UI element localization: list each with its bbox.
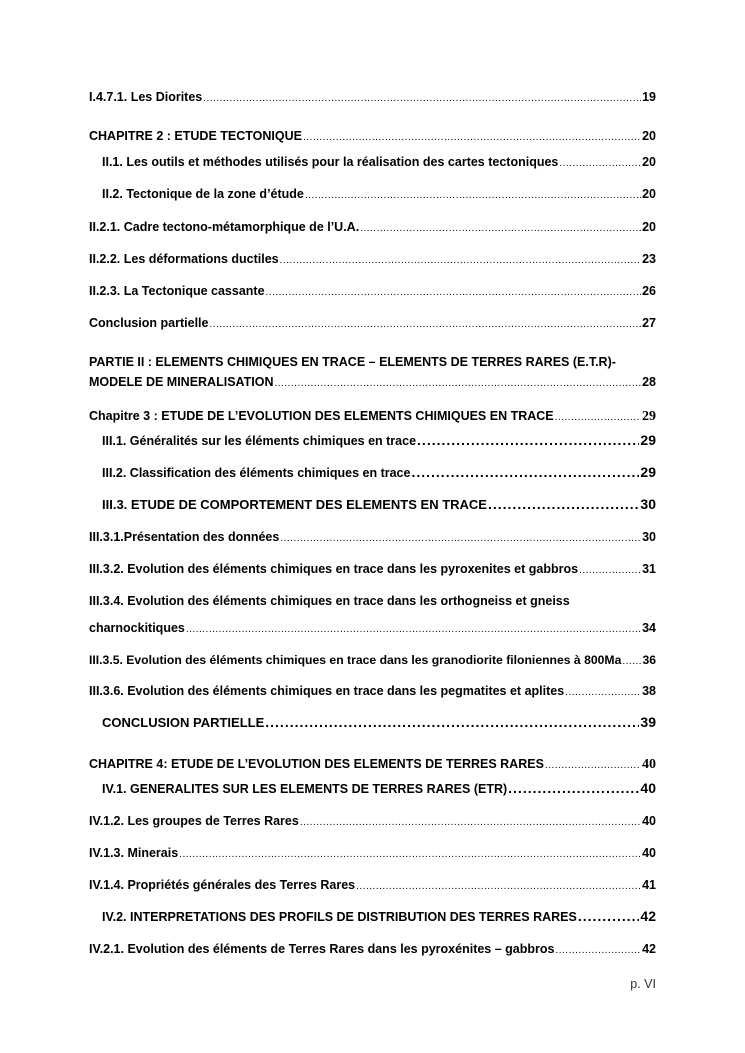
toc-entry-iii-3-4[interactable]: III.3.4. Evolution des éléments chimiques en trace dans les orthogneiss et gneiss charnockitiques ..... 34 — [89, 594, 656, 637]
toc-entry[interactable]: CHAPITRE 2 : ETUDE TECTONIQUE ..... 20 — [89, 129, 656, 145]
toc-entry[interactable]: I.4.7.1. Les Diorites ..... 19 — [89, 90, 656, 106]
toc-entry[interactable]: IV.1.4. Propriétés générales des Terres Rares ..... 41 — [89, 878, 656, 894]
toc-entry[interactable]: III.3. ETUDE DE COMPORTEMENT DES ELEMENTS EN TRACE ..... 30 — [102, 497, 656, 512]
toc-entry[interactable]: IV.1.2. Les groupes de Terres Rares ..... 40 — [89, 814, 656, 830]
toc-entry[interactable]: III.1. Généralités sur les éléments chimiques en trace ..... 29 — [102, 433, 656, 449]
toc-entry[interactable]: IV.1. GENERALITES SUR LES ELEMENTS DE TERRES RARES (ETR) ..... 40 — [102, 781, 656, 797]
toc-entry[interactable]: II.2.1. Cadre tectono-métamorphique de l’U.A. ..... 20 — [89, 220, 656, 236]
toc-entry[interactable]: II.1. Les outils et méthodes utilisés pour la réalisation des cartes tectoniques ..... 20 — [102, 155, 656, 171]
page-number: p. VI — [630, 977, 656, 991]
toc-entry[interactable]: IV.2. INTERPRETATIONS DES PROFILS DE DISTRIBUTION DES TERRES RARES ..... 42 — [102, 909, 656, 925]
toc-entry-part-ii[interactable]: PARTIE II : ELEMENTS CHIMIQUES EN TRACE – ELEMENTS DE TERRES RARES (E.T.R)- MODELE DE MINERALISATION ..... 28 — [89, 355, 656, 391]
toc-entry[interactable]: III.3.6. Evolution des éléments chimiques en trace dans les pegmatites et aplites ..... 38 — [89, 684, 656, 700]
toc-entry[interactable]: Conclusion partielle ..... 27 — [89, 316, 656, 332]
toc-entry[interactable]: II.2. Tectonique de la zone d’étude ..... 20 — [102, 187, 656, 203]
toc-entry[interactable]: IV.2.1. Evolution des éléments de Terres Rares dans les pyroxénites – gabbros ..... 42 — [89, 942, 656, 958]
toc-entry[interactable]: Chapitre 3 : ETUDE DE L’EVOLUTION DES ELEMENTS CHIMIQUES EN TRACE ..... 29 — [89, 409, 656, 425]
toc-entry[interactable]: II.2.2. Les déformations ductiles ..... 23 — [89, 252, 656, 268]
toc-entry[interactable]: III.3.2. Evolution des éléments chimiques en trace dans les pyroxenites et gabbros ..... 31 — [89, 562, 656, 578]
toc-entry[interactable]: IV.1.3. Minerais ..... 40 — [89, 846, 656, 862]
toc-entry[interactable]: III.2. Classification des éléments chimiques en trace ..... 29 — [102, 465, 656, 481]
toc-entry[interactable]: CHAPITRE 4: ETUDE DE L’EVOLUTION DES ELEMENTS DE TERRES RARES ..... 40 — [89, 757, 656, 773]
toc-entry[interactable]: III.3.5. Evolution des éléments chimiques en trace dans les granodiorite filoniennes à 800Ma ..... 36 — [89, 653, 656, 669]
toc-entry[interactable]: CONCLUSION PARTIELLE ..... 39 — [102, 715, 656, 730]
toc-entry[interactable]: II.2.3. La Tectonique cassante ..... 26 — [89, 284, 656, 300]
toc-entry[interactable]: III.3.1.Présentation des données ..... 30 — [89, 530, 656, 546]
